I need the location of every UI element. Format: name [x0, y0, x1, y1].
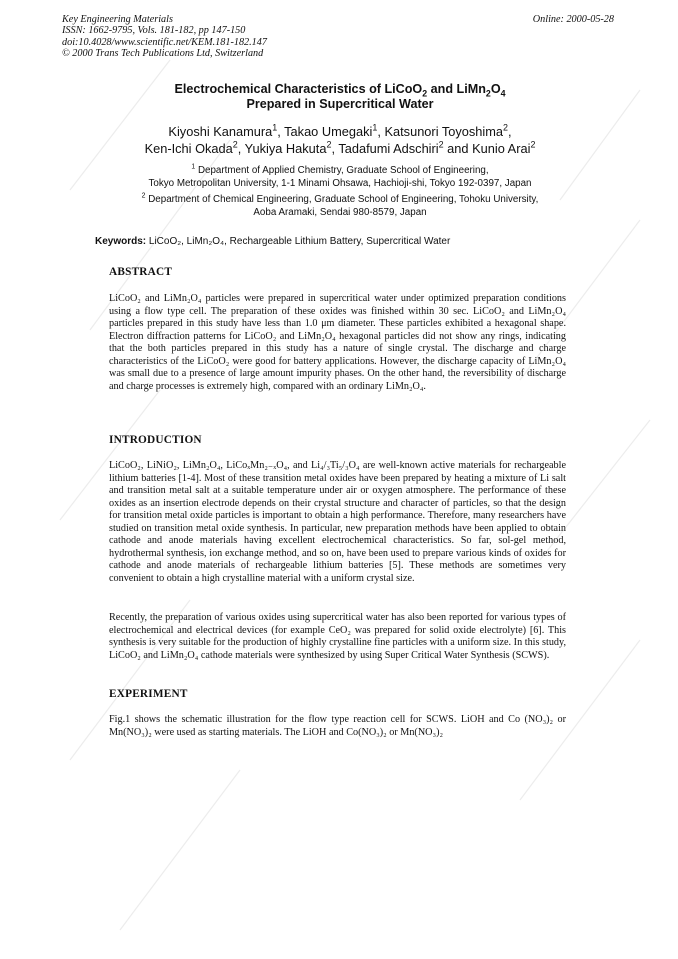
- experiment-text: Fig.1 shows the schematic illustration for the flow type reaction cell for SCWS. LiOH and Co (NO₃)₂ or Mn(NO₃)₂ were used as starting materials. The LiOH and Co(NO₃)₂ or Mn(NO₃)₂: [109, 714, 566, 738]
- issn-line: ISSN: 1662-9795, Vols. 181-182, pp 147-150: [62, 25, 246, 37]
- keywords-label: Keywords:: [95, 236, 147, 247]
- journal-name: Key Engineering Materials: [62, 14, 173, 25]
- abstract-heading: ABSTRACT: [109, 266, 173, 278]
- introduction-heading: INTRODUCTION: [109, 434, 202, 446]
- title-line-1: Electrochemical Characteristics of LiCoO$_2$ and $LiMn_2O_4$: [174, 82, 506, 99]
- introduction-paragraph-2: Recently, the preparation of various oxides using supercritical water has also been reported for various types of electrochemical and electrical devices (for example CeO₂ was prepared for solid oxide electrolyte) [6]. This synthesis is very suitable for the production of highly crystalline fine particles with a uniform size. In this study, LiCoO₂ and LiMn₂O₄ cathode materials were synthesized by using Super Critical Water Synthesis (SCWS).: [109, 612, 566, 661]
- paper-title: [60, 82, 620, 112]
- introduction-paragraph-1: LiCoO₂, LiNiO₂, LiMn₂O₄, LiCoₓMn₂₋ₓO₄, and Li₄/₃Ti₅/₃O₄ are well-known active materials for rechargeable lithium batteries [1-4]. Most of these transition metal oxides have been prepared by heating a mixture of Li salt and transition metal salt at a suitable temperature under air or oxygen atmosphere. The performance of these oxides as an insertion electrode depends on their crystal structure and character of particles, so that the design for transition metal oxide particles is important to obtain a high performance. Therefore, many researchers have studied on transition metal oxide synthesis. In particular, new preparation methods have been applied to obtain cathode and anode materials having excellent electrochemical characteristics. So far, sol-gel method, hydrothermal synthesis, ion exchange method, and so on, have been used to prepare various kinds of oxides for cathode and anode materials of rechargeable lithium batteries [5]. These methods are sometimes very convenient to obtain a high crystalline material with a uniform crystal size.: [109, 460, 566, 584]
- affiliation-1: $^1$ Department of Applied Chemistry, Graduate School of Engineering, Tokyo Metropolitan University, 1-1 Minami Ohsawa, Hachioji-shi, Tokyo 192-0397, Japan: [148, 163, 532, 189]
- affiliation-2: $^2$ Department of Chemical Engineering, Graduate School of Engineering, Tohoku University, Aoba Aramaki, Sendai 980-8579, Japan: [141, 192, 539, 218]
- abstract-text: LiCoO₂ and LiMn₂O₄ particles were prepared in supercritical water under optimized preparation conditions using a flow type cell. The preparation of these oxides was finished within 30 sec. LiCoO₂ and LiMn₂O₄ particles prepared in this study have less than 1.0 μm diameter. These particles exhibited a hexagonal shape. Electron diffraction patterns for LiCoO₂ and LiMn₂O₄ hexagonal particles did not show any rings, indicating that the both particles prepared in this study has a nature of single crystal. The discharge and charge characteristics of the LiCoO₂ were good for battery applications. However, the discharge capacity of LiMn₂O₄ was small due to a presence of large amount impurity phases. On the other hand, the reversibility of discharge and charge processes is extremely high, compared with an ordinary LiMn₂O₄.: [109, 293, 566, 392]
- doi-line: doi:10.4028/www.scientific.net/KEM.181-182.147: [62, 36, 267, 48]
- copyright-line: © 2000 Trans Tech Publications Ltd, Switzerland: [62, 47, 264, 59]
- author-line-1: Kiyoshi Kanamura$^1$, Takao Umegaki$^1$, Katsunori Toyoshima$^2$,: [168, 122, 512, 139]
- experiment-heading: EXPERIMENT: [109, 688, 188, 700]
- online-date: Online: 2000-05-28: [532, 14, 614, 25]
- journal-header: [62, 14, 267, 59]
- author-line-2: Ken-Ichi Okada$^2$, Yukiya Hakuta$^2$, Tadafumi Adschiri$^2$ and Kunio Arai$^2$: [144, 139, 536, 156]
- author-list: [60, 123, 620, 157]
- keywords: [95, 236, 450, 247]
- keywords-text: LiCoO₂, LiMn₂O₄, Rechargeable Lithium Battery, Supercritical Water: [146, 236, 451, 247]
- title-line-2: Prepared in Supercritical Water: [246, 97, 434, 111]
